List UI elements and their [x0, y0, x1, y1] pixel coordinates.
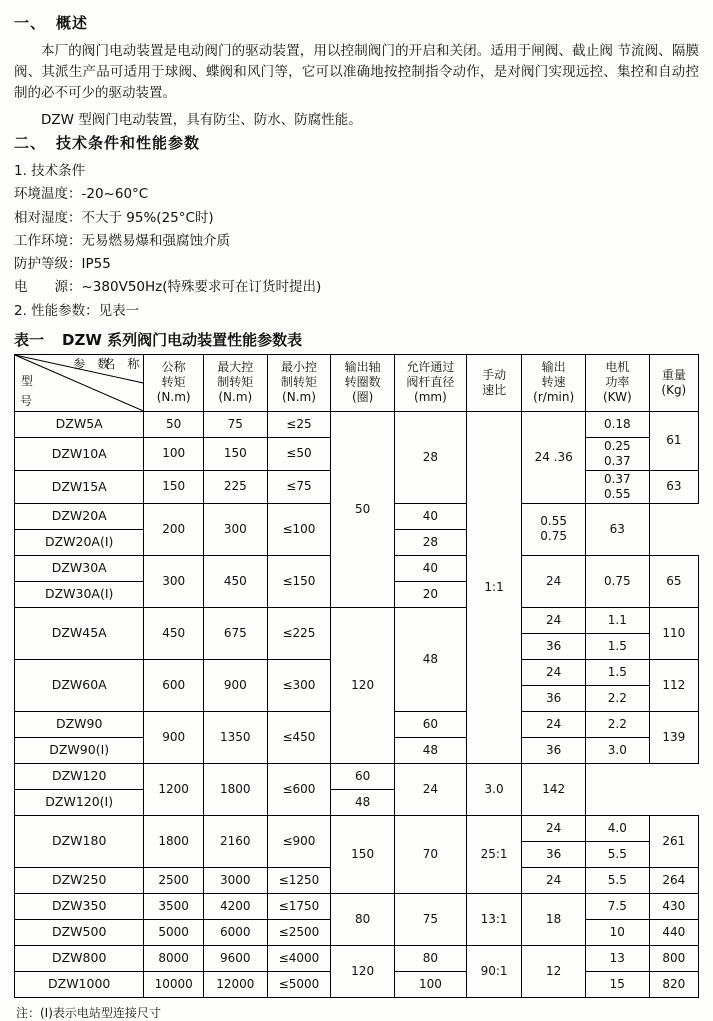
cell-nominal: 900: [144, 711, 204, 763]
cell-min-torque: ≤4000: [267, 945, 331, 971]
header-line-1: 输出: [541, 360, 566, 375]
header-line-3: (r/min): [533, 390, 575, 405]
section-1-number: 一、: [14, 14, 47, 32]
header-weight: [649, 354, 698, 411]
cell-turns: 120: [331, 607, 395, 763]
table-corner-cell: [15, 354, 144, 411]
cell-min-torque: ≤225: [267, 607, 331, 659]
table-header-row: [15, 354, 699, 411]
cell-motor-power: 2.2: [585, 711, 649, 737]
tech-label-ambient-temp: 环境温度：: [14, 186, 82, 203]
cell-min-torque: ≤450: [267, 711, 331, 763]
header-line-2: 转速: [541, 375, 566, 390]
cell-weight: 800: [649, 945, 698, 971]
tech-row-ambient-temp: [14, 184, 699, 204]
header-min-torque: [267, 354, 331, 411]
cell-nominal: 50: [144, 411, 204, 437]
cell-stem-dia: 75: [394, 893, 466, 945]
cell-motor-power: [585, 437, 649, 470]
cell-model: DZW45A: [15, 607, 144, 659]
cell-min-torque: ≤50: [267, 437, 331, 470]
cell-motor-power: [585, 470, 649, 503]
cell-stem-dia: 48: [394, 607, 466, 711]
section-1-paragraph-2: DZW 型阀门电动装置，具有防尘、防水、防腐性能。: [41, 111, 362, 128]
cell-model: DZW120: [15, 763, 144, 789]
cell-motor-power: 1.5: [585, 659, 649, 685]
cell-weight: 142: [522, 763, 586, 815]
cell-max-torque: 225: [203, 470, 267, 503]
cell-max-torque: 900: [203, 659, 267, 711]
cell-stem-dia: 40: [394, 555, 466, 581]
section-1-paragraph-1: 本厂的阀门电动装置是电动阀门的驱动装置，用以控制阀门的开启和关闭。适用于闸阀、截止阀 节流阀、隔膜阀、其派生产品可适用于球阀、蝶阀和风门等，它可以准确地按控制指令动作，是对阀门实现远控、集控和自动控制的必不可少的驱动装置。: [14, 43, 699, 101]
section-2-number: 二、: [14, 134, 47, 153]
cell-model: DZW800: [15, 945, 144, 971]
cell-weight: 63: [649, 470, 698, 503]
cell-out-speed: 36: [522, 685, 586, 711]
cell-weight: 139: [649, 711, 698, 763]
tech-label-protection: 防护等级：: [14, 256, 82, 273]
header-line-3: (KW): [602, 390, 632, 405]
cell-out-speed: 24: [522, 607, 586, 633]
cell-model: DZW10A: [15, 437, 144, 470]
cell-weight: 110: [649, 607, 698, 659]
cell-out-speed: 24: [522, 555, 586, 607]
cell-motor-power-a: 0.37: [603, 471, 631, 486]
cell-motor-power: 0.75: [585, 555, 649, 607]
cell-nominal: 1800: [144, 815, 204, 867]
cell-model: DZW180: [15, 815, 144, 867]
header-line-1: 允许通过: [406, 360, 455, 375]
header-line-2: 速比: [482, 382, 507, 397]
cell-max-torque: 4200: [203, 893, 267, 919]
cell-weight: 264: [649, 867, 698, 893]
cell-weight: 112: [649, 659, 698, 711]
header-stem-diameter: [394, 354, 466, 411]
cell-stem-dia: 28: [394, 411, 466, 503]
cell-min-torque: ≤1250: [267, 867, 331, 893]
header-line-3: (圈): [351, 390, 374, 405]
cell-out-speed: 12: [522, 945, 586, 997]
table-caption-number: 表一: [14, 330, 45, 349]
table-row: [15, 411, 699, 437]
cell-nominal: 8000: [144, 945, 204, 971]
cell-turns: 120: [331, 945, 395, 997]
spec-table: [14, 354, 699, 998]
header-line-2: 制转矩: [217, 375, 254, 390]
cell-motor-power: 5.5: [585, 867, 649, 893]
section-2-heading: [14, 132, 699, 157]
cell-turns: 50: [331, 411, 395, 607]
corner-label-model-2: 号: [20, 393, 33, 408]
cell-max-torque: 150: [203, 437, 267, 470]
cell-nominal: 150: [144, 470, 204, 503]
cell-stem-dia: 80: [394, 945, 466, 971]
cell-stem-dia: 48: [331, 789, 395, 815]
cell-out-speed: 24: [522, 815, 586, 841]
table-row: [15, 607, 699, 633]
cell-model: DZW20A(I): [15, 529, 144, 555]
cell-out-speed: 18: [522, 893, 586, 945]
tech-label-humidity: 相对湿度：: [14, 209, 82, 226]
cell-motor-power: 1.1: [585, 607, 649, 633]
cell-motor-power: 2.2: [585, 685, 649, 711]
tech-value-ambient-temp: -20~60°C: [81, 186, 149, 203]
cell-motor-power: 4.0: [585, 815, 649, 841]
cell-model: DZW90: [15, 711, 144, 737]
cell-motor-power: 7.5: [585, 893, 649, 919]
cell-nominal: 200: [144, 503, 204, 555]
section-1-heading: [14, 12, 699, 37]
cell-turns: 150: [331, 815, 395, 893]
cell-min-torque: ≤25: [267, 411, 331, 437]
cell-nominal: 300: [144, 555, 204, 607]
cell-weight: 820: [649, 971, 698, 997]
tech-row-environment: [14, 231, 699, 251]
cell-motor-power: 0.18: [585, 411, 649, 437]
table-row: [15, 945, 699, 971]
cell-nominal: 450: [144, 607, 204, 659]
cell-max-torque: 3000: [203, 867, 267, 893]
cell-motor-power: 3.0: [466, 763, 521, 815]
tech-label-power: 电 源：: [14, 279, 82, 296]
tech-row-protection: [14, 254, 699, 274]
cell-hand-ratio: 90:1: [466, 945, 521, 997]
cell-model: DZW30A(I): [15, 581, 144, 607]
cell-motor-power: 1.5: [585, 633, 649, 659]
cell-model: DZW90(I): [15, 737, 144, 763]
cell-hand-ratio: 25:1: [466, 815, 521, 893]
cell-stem-dia: 40: [394, 503, 466, 529]
cell-hand-ratio: 1:1: [466, 411, 521, 763]
cell-weight: 65: [649, 555, 698, 607]
table-footnote: 注：(I)表示电站型连接尺寸: [16, 1005, 161, 1020]
cell-weight: 261: [649, 815, 698, 867]
cell-out-speed: 24: [522, 867, 586, 893]
cell-model: DZW30A: [15, 555, 144, 581]
header-output-speed: [522, 354, 586, 411]
header-line-1: 电机: [605, 360, 630, 375]
cell-model: DZW15A: [15, 470, 144, 503]
cell-min-torque: ≤900: [267, 815, 331, 867]
cell-max-torque: 75: [203, 411, 267, 437]
header-line-3: (Kg): [661, 382, 687, 397]
header-line-3: (N.m): [282, 390, 316, 405]
cell-out-speed: 36: [522, 633, 586, 659]
cell-hand-ratio: 13:1: [466, 893, 521, 945]
header-line-2: 制转矩: [280, 375, 317, 390]
cell-weight: 430: [649, 893, 698, 919]
cell-weight: 61: [649, 411, 698, 470]
cell-motor-power-a: 0.55: [540, 514, 567, 529]
cell-motor-power: 3.0: [585, 737, 649, 763]
cell-min-torque: ≤2500: [267, 919, 331, 945]
cell-stem-dia: 60: [331, 763, 395, 789]
cell-max-torque: 6000: [203, 919, 267, 945]
corner-label-name: 名 称: [103, 356, 140, 371]
cell-max-torque: 675: [203, 607, 267, 659]
cell-model: DZW60A: [15, 659, 144, 711]
cell-stem-dia: 60: [394, 711, 466, 737]
header-line-1: 最大控: [217, 360, 254, 375]
corner-label-model-1: 型: [21, 373, 34, 388]
cell-motor-power: [522, 503, 586, 555]
tech-label-environment: 工作环境：: [14, 232, 82, 249]
performance-params-label: 2. 性能参数：见表一: [14, 302, 140, 319]
table-row: [15, 763, 699, 789]
cell-min-torque: ≤75: [267, 470, 331, 503]
cell-model: DZW250: [15, 867, 144, 893]
header-hand-ratio: [466, 354, 521, 411]
cell-out-speed: 36: [522, 841, 586, 867]
header-line-2: 转矩: [161, 375, 186, 390]
table-row: [15, 815, 699, 841]
header-line-3: (N.m): [156, 390, 191, 405]
tech-value-environment: 无易燃易爆和强腐蚀介质: [81, 232, 230, 249]
header-line-2: 阀杆直径: [406, 375, 455, 390]
table-row: [15, 789, 699, 815]
cell-weight: 63: [585, 503, 649, 555]
cell-max-torque: 12000: [203, 971, 267, 997]
header-line-1: 手动: [482, 367, 507, 382]
cell-stem-dia: 20: [394, 581, 466, 607]
cell-out-speed: 24 .36: [522, 411, 586, 503]
cell-stem-dia: 70: [394, 815, 466, 893]
table-caption: [14, 329, 699, 350]
header-line-1: 重量: [661, 367, 686, 382]
cell-max-torque: 2160: [203, 815, 267, 867]
cell-weight: 440: [649, 919, 698, 945]
cell-nominal: 2500: [144, 867, 204, 893]
tech-conditions-label: 1. 技术条件: [14, 163, 86, 180]
tech-row-humidity: [14, 208, 699, 228]
tech-value-power: ~380V50Hz(特殊要求可在订货时提出): [81, 279, 322, 296]
cell-min-torque: ≤100: [267, 503, 331, 555]
cell-motor-power-b: 0.37: [603, 453, 631, 468]
cell-nominal: 3500: [144, 893, 204, 919]
cell-model: DZW1000: [15, 971, 144, 997]
section-2-title: 技术条件和性能参数: [56, 134, 201, 153]
cell-min-torque: ≤600: [267, 763, 331, 815]
header-line-2: 功率: [605, 375, 630, 390]
header-line-3: (N.m): [218, 390, 253, 405]
cell-nominal: 5000: [144, 919, 204, 945]
cell-motor-power: 5.5: [585, 841, 649, 867]
cell-max-torque: 9600: [203, 945, 267, 971]
cell-model: DZW5A: [15, 411, 144, 437]
cell-motor-power-a: 0.25: [603, 438, 631, 453]
cell-motor-power: 15: [585, 971, 649, 997]
tech-value-humidity: 不大于 95%(25°C时): [81, 209, 214, 226]
cell-out-speed: 24: [522, 659, 586, 685]
table-row: [15, 893, 699, 919]
cell-out-speed: 24: [522, 711, 586, 737]
header-line-2: 转圈数: [344, 375, 381, 390]
cell-model: DZW500: [15, 919, 144, 945]
tech-value-protection: IP55: [81, 256, 111, 273]
section-1-title: 概述: [56, 14, 89, 32]
cell-nominal: 600: [144, 659, 204, 711]
cell-max-torque: 1800: [203, 763, 267, 815]
cell-out-speed: 36: [522, 737, 586, 763]
cell-stem-dia: 28: [394, 529, 466, 555]
cell-model: DZW350: [15, 893, 144, 919]
cell-nominal: 1200: [144, 763, 204, 815]
cell-min-torque: ≤5000: [267, 971, 331, 997]
cell-min-torque: ≤150: [267, 555, 331, 607]
header-nominal-torque: [144, 354, 204, 411]
header-line-3: (mm): [414, 390, 447, 405]
cell-model: DZW120(I): [15, 789, 144, 815]
header-motor-power: [585, 354, 649, 411]
cell-turns: 80: [331, 893, 395, 945]
cell-motor-power: 13: [585, 945, 649, 971]
header-line-1: 最小控: [280, 360, 317, 375]
cell-min-torque: ≤1750: [267, 893, 331, 919]
cell-nominal: 100: [144, 437, 204, 470]
cell-stem-dia: 100: [394, 971, 466, 997]
cell-max-torque: 1350: [203, 711, 267, 763]
cell-motor-power-b: 0.75: [540, 529, 567, 544]
cell-out-speed: 24: [394, 763, 466, 815]
cell-model: DZW20A: [15, 503, 144, 529]
cell-nominal: 10000: [144, 971, 204, 997]
tech-row-power: [14, 277, 699, 297]
header-max-torque: [203, 354, 267, 411]
table-caption-text: DZW 系列阀门电动装置性能参数表: [62, 330, 303, 349]
cell-stem-dia: 48: [394, 737, 466, 763]
cell-min-torque: ≤300: [267, 659, 331, 711]
header-line-1: 公称: [161, 360, 186, 375]
corner-label-param: 参 数: [73, 356, 110, 371]
header-line-1: 输出轴: [344, 360, 381, 375]
cell-max-torque: 450: [203, 555, 267, 607]
header-output-turns: [331, 354, 395, 411]
cell-motor-power-b: 0.55: [603, 486, 631, 501]
cell-motor-power: 10: [585, 919, 649, 945]
cell-max-torque: 300: [203, 503, 267, 555]
